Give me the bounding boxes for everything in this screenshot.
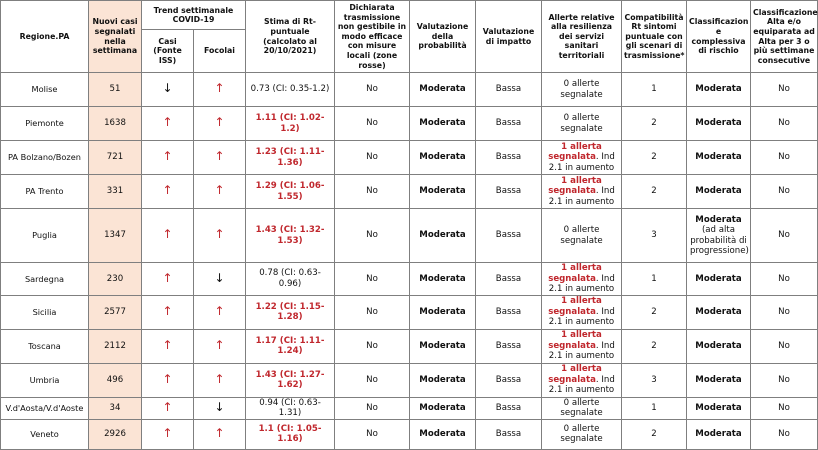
classification: [687, 363, 751, 397]
arrow-down-icon: ↓: [214, 399, 225, 414]
trend-cases: [142, 363, 194, 397]
rt-value: 1.11 (CI: 1.02-1.2): [246, 107, 335, 141]
classification: [687, 329, 751, 363]
declared-transmission: No: [335, 295, 410, 329]
high-classification: No: [751, 141, 818, 175]
impact: Bassa: [476, 263, 542, 296]
compatibility: 2: [622, 141, 687, 175]
trend-cases: [142, 209, 194, 263]
region-name: Sicilia: [1, 295, 89, 329]
alert-main: 0 allerte segnalate: [560, 423, 603, 445]
impact: Bassa: [476, 175, 542, 209]
rt-value: 1.29 (CI: 1.06-1.55): [246, 175, 335, 209]
header-trend-cases: Casi (Fonte ISS): [142, 30, 194, 73]
trend-cases: [142, 295, 194, 329]
compatibility: 2: [622, 329, 687, 363]
declared-transmission: No: [335, 107, 410, 141]
arrow-up-icon: ↑: [214, 371, 225, 386]
trend-cases: [142, 419, 194, 449]
arrow-up-icon: ↑: [214, 115, 225, 130]
region-name: V.d'Aosta/V.d'Aoste: [1, 397, 89, 419]
high-classification: No: [751, 397, 818, 419]
classification-level: Moderata: [695, 273, 742, 284]
new-cases: 2577: [89, 295, 142, 329]
classification: [687, 141, 751, 175]
rt-value: 1.23 (CI: 1.11-1.36): [246, 141, 335, 175]
rt-value: 1.17 (CI: 1.11-1.24): [246, 329, 335, 363]
arrow-up-icon: ↑: [162, 303, 173, 318]
declared-transmission: No: [335, 263, 410, 296]
probability: Moderata: [410, 107, 476, 141]
new-cases: 496: [89, 363, 142, 397]
compatibility: 3: [622, 209, 687, 263]
header-rt: Stima di Rt- puntuale (calcolato al 20/10/2021): [246, 1, 335, 73]
arrow-up-icon: ↑: [162, 425, 173, 440]
arrow-up-icon: ↑: [162, 183, 173, 198]
high-classification: No: [751, 175, 818, 209]
alerts: [542, 263, 622, 296]
header-classification: Classificazion e complessiva di rischio: [687, 1, 751, 73]
declared-transmission: No: [335, 209, 410, 263]
arrow-down-icon: ↓: [162, 81, 173, 96]
trend-cases: [142, 107, 194, 141]
probability: Moderata: [410, 397, 476, 419]
probability: Moderata: [410, 141, 476, 175]
declared-transmission: No: [335, 175, 410, 209]
trend-cases: [142, 263, 194, 296]
compatibility: 2: [622, 175, 687, 209]
region-name: PA Bolzano/Bozen: [1, 141, 89, 175]
rt-value: 0.73 (CI: 0.35-1.2): [246, 73, 335, 107]
trend-cases: [142, 397, 194, 419]
alerts: [542, 419, 622, 449]
alerts: [542, 141, 622, 175]
declared-transmission: No: [335, 329, 410, 363]
header-impact: Valutazione di impatto: [476, 1, 542, 73]
compatibility: 2: [622, 419, 687, 449]
trend-foci: [194, 263, 246, 296]
trend-foci: [194, 73, 246, 107]
compatibility: 1: [622, 263, 687, 296]
classification-level: Moderata: [695, 214, 742, 225]
arrow-up-icon: ↑: [162, 371, 173, 386]
classification-level: Moderata: [695, 340, 742, 351]
impact: Bassa: [476, 397, 542, 419]
classification-level: Moderata: [695, 186, 742, 197]
rt-value: 0.78 (CI: 0.63-0.96): [246, 263, 335, 296]
impact: Bassa: [476, 73, 542, 107]
region-name: PA Trento: [1, 175, 89, 209]
new-cases: 1347: [89, 209, 142, 263]
trend-foci: [194, 141, 246, 175]
probability: Moderata: [410, 295, 476, 329]
arrow-up-icon: ↑: [214, 227, 225, 242]
arrow-up-icon: ↑: [162, 399, 173, 414]
classification: [687, 419, 751, 449]
classification-level: Moderata: [695, 374, 742, 385]
alerts: [542, 397, 622, 419]
arrow-up-icon: ↑: [162, 337, 173, 352]
high-classification: No: [751, 209, 818, 263]
new-cases: 34: [89, 397, 142, 419]
alert-extra: . Ind 2.1 in aumento: [548, 374, 615, 396]
table-row: [1, 73, 818, 107]
alerts: [542, 209, 622, 263]
trend-foci: [194, 329, 246, 363]
arrow-up-icon: ↑: [162, 227, 173, 242]
probability: Moderata: [410, 263, 476, 296]
impact: Bassa: [476, 363, 542, 397]
region-name: Toscana: [1, 329, 89, 363]
new-cases: 721: [89, 141, 142, 175]
region-name: Umbria: [1, 363, 89, 397]
trend-foci: [194, 419, 246, 449]
arrow-up-icon: ↑: [162, 149, 173, 164]
table-row: [1, 329, 818, 363]
trend-cases: [142, 73, 194, 107]
trend-foci: [194, 295, 246, 329]
new-cases: 2112: [89, 329, 142, 363]
alerts: [542, 175, 622, 209]
declared-transmission: No: [335, 397, 410, 419]
impact: Bassa: [476, 419, 542, 449]
high-classification: No: [751, 73, 818, 107]
header-trend-foci: Focolai: [194, 30, 246, 73]
alert-main: 0 allerte segnalate: [560, 79, 603, 100]
new-cases: 2926: [89, 419, 142, 449]
high-classification: No: [751, 329, 818, 363]
declared-transmission: No: [335, 73, 410, 107]
rt-value: 1.1 (CI: 1.05-1.16): [246, 419, 335, 449]
alerts: [542, 329, 622, 363]
header-trend: Trend settimanale COVID-19: [142, 1, 246, 30]
trend-foci: [194, 363, 246, 397]
header-probability: Valutazione della probabilità: [410, 1, 476, 73]
alerts: [542, 363, 622, 397]
trend-cases: [142, 329, 194, 363]
rt-value: 1.22 (CI: 1.15-1.28): [246, 295, 335, 329]
alert-main: 1 allerta segnalata: [548, 263, 602, 284]
classification-note: (ad alta probabilità di progressione): [690, 225, 749, 257]
new-cases: 1638: [89, 107, 142, 141]
probability: Moderata: [410, 73, 476, 107]
trend-foci: [194, 175, 246, 209]
arrow-down-icon: ↓: [214, 270, 225, 285]
new-cases: 230: [89, 263, 142, 296]
alert-extra: . Ind 2.1 in aumento: [548, 340, 615, 362]
header-region: Regione.PA: [1, 1, 89, 73]
table-row: [1, 263, 818, 296]
high-classification: No: [751, 107, 818, 141]
region-name: Piemonte: [1, 107, 89, 141]
rt-value: 1.43 (CI: 1.27-1.62): [246, 363, 335, 397]
classification: [687, 295, 751, 329]
alert-extra: . Ind 2.1 in aumento: [548, 306, 615, 328]
classification-level: Moderata: [695, 428, 742, 439]
region-name: Molise: [1, 73, 89, 107]
probability: Moderata: [410, 175, 476, 209]
alerts: [542, 73, 622, 107]
probability: Moderata: [410, 419, 476, 449]
trend-foci: [194, 397, 246, 419]
rt-value: 1.43 (CI: 1.32-1.53): [246, 209, 335, 263]
table-row: [1, 363, 818, 397]
header-declared: Dichiarata trasmissione non gestibile in modo efficace con misure locali (zone rosse): [335, 1, 410, 73]
alert-main: 0 allerte segnalate: [560, 113, 603, 134]
trend-foci: [194, 107, 246, 141]
arrow-up-icon: ↑: [214, 337, 225, 352]
header-alerts: Allerte relative alla resilienza dei servizi sanitari territoriali: [542, 1, 622, 73]
classification: [687, 73, 751, 107]
high-classification: No: [751, 419, 818, 449]
arrow-up-icon: ↑: [214, 149, 225, 164]
probability: Moderata: [410, 363, 476, 397]
classification: [687, 209, 751, 263]
table-row: [1, 295, 818, 329]
compatibility: 3: [622, 363, 687, 397]
trend-cases: [142, 175, 194, 209]
alert-extra: . Ind 2.1 in aumento: [548, 152, 615, 173]
rt-value: 0.94 (CI: 0.63-1.31): [246, 397, 335, 419]
declared-transmission: No: [335, 419, 410, 449]
region-name: Puglia: [1, 209, 89, 263]
alert-extra: . Ind 2.1 in aumento: [548, 273, 615, 295]
high-classification: No: [751, 363, 818, 397]
arrow-up-icon: ↑: [162, 115, 173, 130]
region-name: Sardegna: [1, 263, 89, 296]
alerts: [542, 107, 622, 141]
new-cases: 51: [89, 73, 142, 107]
table-row: [1, 141, 818, 175]
new-cases: 331: [89, 175, 142, 209]
classification: [687, 397, 751, 419]
probability: Moderata: [410, 329, 476, 363]
compatibility: 2: [622, 295, 687, 329]
compatibility: 1: [622, 73, 687, 107]
high-classification: No: [751, 263, 818, 296]
header-cases: Nuovi casi segnalati nella settimana: [89, 1, 142, 73]
classification-level: Moderata: [695, 402, 742, 413]
alert-main: 1 allerta segnalata: [548, 330, 602, 351]
table-row: [1, 209, 818, 263]
table-row: [1, 397, 818, 419]
impact: Bassa: [476, 329, 542, 363]
arrow-up-icon: ↑: [214, 81, 225, 96]
table-row: [1, 419, 818, 449]
alert-main: 0 allerte segnalate: [560, 225, 603, 246]
alert-main: 1 allerta segnalata: [548, 175, 602, 197]
table-row: [1, 107, 818, 141]
impact: Bassa: [476, 141, 542, 175]
high-classification: No: [751, 295, 818, 329]
header-compatibility: Compatibilità Rt sintomi puntuale con gli scenari di trasmissione*: [622, 1, 687, 73]
arrow-up-icon: ↑: [214, 183, 225, 198]
alert-extra: . Ind 2.1 in aumento: [548, 186, 615, 207]
alert-main: 1 allerta segnalata: [548, 141, 602, 163]
arrow-up-icon: ↑: [214, 425, 225, 440]
alerts: [542, 295, 622, 329]
alert-main: 1 allerta segnalata: [548, 364, 602, 385]
classification: [687, 107, 751, 141]
trend-foci: [194, 209, 246, 263]
arrow-up-icon: ↑: [214, 303, 225, 318]
alert-main: 1 allerta segnalata: [548, 296, 602, 317]
header-high: Classificazione Alta e/o equiparata ad Alta per 3 o più settimane consecutive: [751, 1, 818, 73]
arrow-up-icon: ↑: [162, 270, 173, 285]
impact: Bassa: [476, 209, 542, 263]
declared-transmission: No: [335, 363, 410, 397]
classification-level: Moderata: [695, 306, 742, 317]
trend-cases: [142, 141, 194, 175]
declared-transmission: No: [335, 141, 410, 175]
probability: Moderata: [410, 209, 476, 263]
classification-level: Moderata: [695, 152, 742, 163]
classification-level: Moderata: [695, 118, 742, 129]
classification: [687, 175, 751, 209]
compatibility: 2: [622, 107, 687, 141]
impact: Bassa: [476, 295, 542, 329]
classification: [687, 263, 751, 296]
region-name: Veneto: [1, 419, 89, 449]
table-row: [1, 175, 818, 209]
classification-level: Moderata: [695, 84, 742, 95]
impact: Bassa: [476, 107, 542, 141]
alert-main: 0 allerte segnalate: [560, 397, 603, 419]
compatibility: 1: [622, 397, 687, 419]
